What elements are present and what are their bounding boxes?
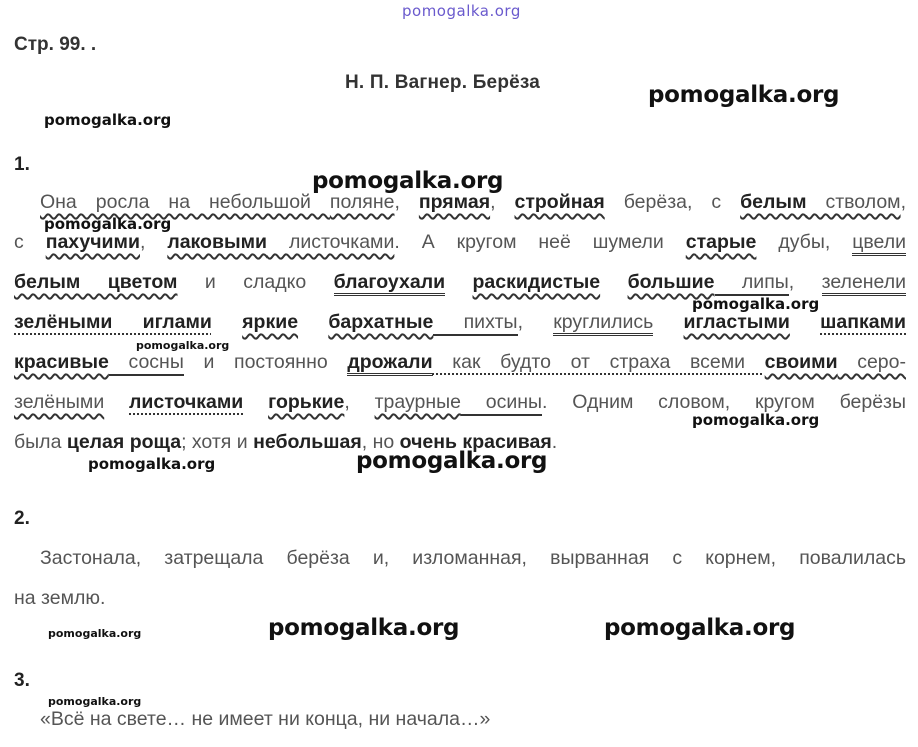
word-segment: осины (461, 391, 542, 416)
word-segment: раскидистые (472, 271, 601, 293)
word-segment: дрожали (347, 351, 432, 376)
word-segment: зелёными иглами (14, 311, 212, 333)
word-segment: , (344, 391, 375, 413)
task-2-number: 2. (14, 508, 30, 529)
word-segment: Она росла на небольшой (40, 191, 330, 213)
watermark-1: pomogalka.org (648, 82, 840, 108)
word-segment (790, 311, 820, 333)
watermark-12: pomogalka.org (604, 615, 796, 641)
watermark-3: pomogalka.org (312, 168, 504, 194)
word-segment: , (517, 311, 554, 333)
word-segment: большие (627, 271, 715, 293)
word-segment: стройная (514, 191, 605, 213)
word-segment (243, 391, 268, 413)
word-segment: пахучими (45, 231, 140, 253)
word-segment (104, 391, 129, 413)
word-segment: поляне (329, 191, 395, 213)
word-segment: . (551, 431, 558, 453)
word-segment (653, 311, 683, 333)
text-title: Н. П. Вагнер. Берёза (345, 72, 541, 93)
word-segment: ; хотя и (181, 431, 254, 453)
word-segment: прямая (418, 191, 491, 213)
watermark-top: pomogalka.org (402, 2, 521, 20)
word-segment: цвели (852, 231, 906, 256)
watermark-10: pomogalka.org (48, 627, 142, 640)
word-segment: благоухали (334, 271, 445, 296)
word-segment: с (14, 231, 46, 253)
watermark-5: pomogalka.org (692, 295, 820, 313)
word-segment: , (900, 191, 906, 213)
word-segment: , но (361, 431, 400, 453)
word-segment: , (788, 271, 822, 293)
word-segment: лаковыми (167, 231, 268, 253)
word-segment: белым (740, 191, 807, 213)
word-segment: игластыми (683, 311, 790, 333)
watermark-13: pomogalka.org (48, 695, 142, 708)
word-segment: круглились (553, 311, 653, 336)
word-segment: зелёными (14, 391, 105, 413)
watermark-2: pomogalka.org (44, 111, 172, 129)
task-2-line-2: на землю. (14, 587, 106, 609)
word-segment: сосны (109, 351, 184, 376)
word-segment: пихты (433, 311, 517, 336)
word-segment: и постоянно (183, 351, 348, 373)
word-segment: как будто от страха всеми (432, 351, 765, 373)
word-segment: белым цветом (14, 271, 178, 293)
task-1-number: 1. (14, 154, 30, 175)
word-segment: , (139, 231, 168, 253)
word-segment: старые (685, 231, 757, 253)
page-reference: Стр. 99. . (14, 34, 97, 55)
word-segment: небольшая (253, 431, 362, 453)
word-segment: листочками (129, 391, 244, 413)
word-segment: , (490, 191, 515, 213)
task-2-line-1: Застонала, затрещала берёза и, изломанная, вырванная с корнем, повалилась (40, 547, 906, 569)
word-segment: дубы, (756, 231, 853, 253)
task-3-text: «Всё на свете… не имеет ни конца, ни начала…» (40, 708, 491, 730)
word-segment: липы (715, 271, 789, 296)
word-segment: и сладко (177, 271, 334, 293)
watermark-6: pomogalka.org (136, 339, 230, 352)
word-segment: стволом (806, 191, 901, 213)
word-segment: траурные (374, 391, 461, 413)
word-segment: целая роща (66, 431, 182, 453)
word-segment: шапками (820, 311, 907, 333)
watermark-8: pomogalka.org (88, 455, 216, 473)
word-segment: бархатные (328, 311, 434, 333)
word-segment (212, 311, 242, 333)
word-segment: , (394, 191, 419, 213)
watermark-11: pomogalka.org (268, 615, 460, 641)
task-2-text (14, 538, 906, 618)
word-segment: зеленели (822, 271, 906, 296)
word-segment: серо- (837, 351, 906, 373)
word-segment (298, 311, 328, 333)
word-segment (445, 271, 472, 293)
word-segment: яркие (242, 311, 299, 333)
word-segment: очень красивая (399, 431, 552, 453)
word-segment: была (14, 431, 67, 453)
watermark-7: pomogalka.org (692, 411, 820, 429)
word-segment: горькие (268, 391, 345, 413)
watermark-4: pomogalka.org (44, 215, 172, 233)
word-segment (600, 271, 627, 293)
word-segment: красивые (14, 351, 109, 373)
word-segment: . А кругом неё шумели (394, 231, 686, 253)
word-segment: листочками (267, 231, 395, 253)
task-3-number: 3. (14, 670, 30, 691)
word-segment: своими (764, 351, 838, 373)
watermark-9: pomogalka.org (356, 448, 548, 474)
word-segment: . Одним словом, кругом берёзы (542, 391, 907, 413)
word-segment: берёза, с (604, 191, 741, 213)
